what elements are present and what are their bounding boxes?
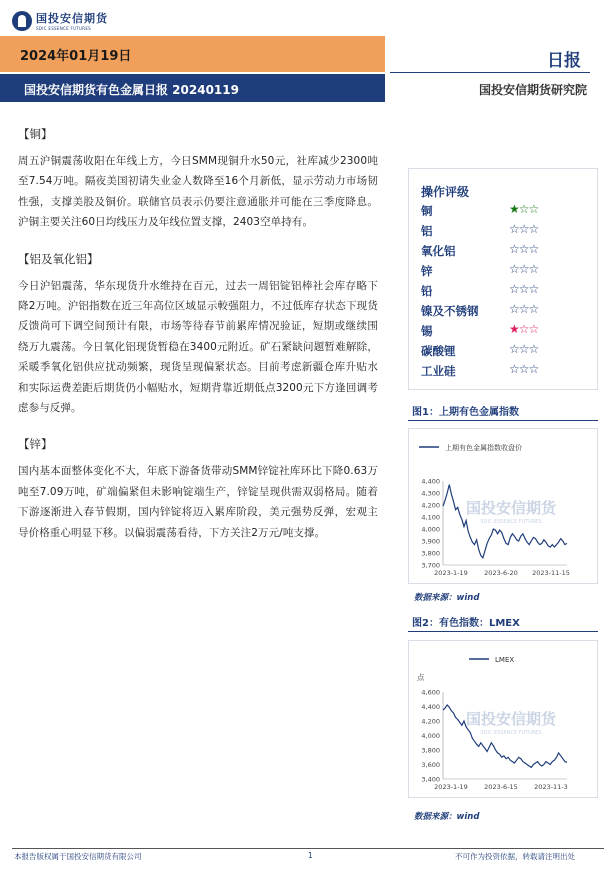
legend-label: 上期有色金属指数收盘价 bbox=[445, 444, 522, 452]
rating-row bbox=[421, 263, 591, 283]
y-tick-label: 4,000 bbox=[421, 525, 440, 534]
y-tick-label: 3,600 bbox=[421, 761, 440, 769]
rating-row bbox=[421, 243, 591, 263]
y-tick-label: 3,900 bbox=[421, 537, 440, 546]
main-content bbox=[18, 126, 378, 561]
header-divider bbox=[390, 72, 590, 73]
section-aluminium bbox=[18, 251, 378, 419]
metal-name: 氧化铝 bbox=[421, 244, 456, 258]
logo-text-cn: 国投安信期货 bbox=[36, 12, 108, 25]
y-tick-label: 4,000 bbox=[421, 732, 440, 740]
y-tick-label: 4,400 bbox=[421, 703, 440, 711]
rating-row bbox=[421, 343, 591, 363]
rating-row bbox=[421, 283, 591, 303]
watermark-text: 国投安信期货 bbox=[465, 499, 557, 517]
footer-divider bbox=[12, 848, 604, 849]
rating-panel bbox=[408, 168, 598, 390]
section-text: 今日沪铝震荡，华东现货升水维持在百元，过去一周铝锭铝棒社会库存略下降2万吨。沪铝指数在近三年高位区域显示較强阻力，不过低库存状态下现货反馈尚可下调空间预计有限，市场等待春节前累库情况验证，短期或继续围绕万九震荡。今日氧化铝现货暂稳在3400元附近。矿石紧缺问题暂难解除，采暖季氧化铝供应扰动频繁，现货呈现偏紧状态。目前考虑新疆仓库升贴水和实际运费差距后期货仍小幅贴水，短期背靠近期低点3200元下方逢回调考虑参与反弹。 bbox=[18, 279, 378, 415]
company-logo bbox=[12, 10, 108, 31]
y-tick-label: 3,800 bbox=[421, 549, 440, 558]
watermark-subtext: SDIC ESSENCE FUTURES bbox=[480, 519, 542, 525]
report-type: 日报 bbox=[547, 51, 581, 71]
rating-row bbox=[421, 303, 591, 323]
y-unit-label: 点 bbox=[417, 673, 425, 682]
figure-2-chart bbox=[408, 640, 598, 798]
star-rating: ☆☆☆ bbox=[509, 282, 539, 296]
legend-label: LMEX bbox=[495, 656, 515, 664]
x-tick-label: 2023-6-20 bbox=[484, 569, 518, 577]
y-tick-label: 4,200 bbox=[421, 717, 440, 726]
figure-2-rule bbox=[408, 631, 598, 632]
metal-name: 锡 bbox=[421, 324, 433, 338]
star-rating: ★☆☆ bbox=[509, 202, 539, 216]
logo-text-en: SDIC ESSENCE FUTURES bbox=[36, 26, 92, 31]
x-tick-label: 2023-6-15 bbox=[484, 783, 518, 791]
metal-name: 铅 bbox=[421, 284, 433, 298]
star-rating: ☆☆☆ bbox=[509, 242, 539, 256]
y-tick-label: 4,600 bbox=[421, 688, 440, 697]
report-date: 2024年01月19日 bbox=[20, 49, 132, 64]
figure-2-label: 图2：有色指数：LMEX bbox=[412, 618, 520, 629]
report-title: 国投安信期货有色金属日报 20240119 bbox=[24, 83, 239, 97]
institute-name: 国投安信期货研究院 bbox=[478, 83, 587, 97]
x-tick-label: 2023-1-19 bbox=[434, 783, 468, 791]
metal-name: 镍及不锈钢 bbox=[421, 304, 479, 318]
metal-name: 碳酸锂 bbox=[421, 344, 456, 358]
chart-1-svg bbox=[409, 429, 597, 583]
section-zinc bbox=[18, 436, 378, 543]
x-tick-label: 2023-11-15 bbox=[532, 569, 570, 577]
metal-name: 锌 bbox=[421, 264, 433, 278]
star-rating: ★☆☆ bbox=[509, 322, 539, 336]
y-tick-label: 3,400 bbox=[421, 775, 440, 784]
star-rating: ☆☆☆ bbox=[509, 262, 539, 276]
section-copper bbox=[18, 126, 378, 233]
y-tick-label: 3,800 bbox=[421, 746, 440, 755]
section-heading: 【锌】 bbox=[18, 437, 53, 452]
metal-name: 工业硅 bbox=[421, 364, 456, 378]
x-tick-label: 2023-11-3 bbox=[534, 783, 568, 791]
metal-name: 铜 bbox=[421, 204, 433, 218]
watermark-text: 国投安信期货 bbox=[465, 710, 557, 728]
rating-row bbox=[421, 203, 591, 223]
y-tick-label: 4,200 bbox=[421, 501, 440, 510]
figure-1-chart bbox=[408, 428, 598, 584]
y-tick-label: 4,300 bbox=[421, 489, 440, 498]
figure-1-label: 图1：上期有色金属指数 bbox=[412, 407, 519, 418]
footer-disclaimer: 不可作为投资依据，转载请注明出处 bbox=[455, 852, 575, 861]
section-text: 周五沪铜震荡收阳在年线上方，今日SMM现铜升水50元，社库减少2300吨至7.54万吨。隔夜美国初请失业金人数降至16个月新低，显示劳动力市场韧性强，支撑美股及铜价。联储官员表示仍要注意通胀并可能在三季度降息。沪铜主要关注60日均线压力及年线位置支撑，2403空单持有。 bbox=[18, 155, 378, 229]
watermark-subtext: SDIC ESSENCE FUTURES bbox=[480, 730, 542, 736]
y-tick-label: 4,100 bbox=[421, 513, 440, 522]
section-heading: 【铜】 bbox=[18, 127, 53, 141]
figure-1-rule bbox=[408, 420, 598, 421]
x-tick-label: 2023-1-19 bbox=[434, 569, 468, 577]
footer-copyright: 本报告版权属于国投安信期货有限公司 bbox=[14, 852, 142, 861]
y-tick-label: 4,400 bbox=[421, 477, 440, 486]
rating-title: 操作评级 bbox=[421, 185, 470, 199]
rating-row bbox=[421, 363, 591, 383]
metal-name: 铝 bbox=[421, 224, 433, 238]
section-text: 国内基本面整体变化不大，年底下游备货带动SMM锌锭社库环比下降0.63万吨至7.09万吨，矿端偏紧但未影响锭端生产，锌锭呈现供需双弱格局。随着下游逐渐进入春节假期，国内锌锭将迈入累库阶段，美元强势反弹，宏观主导价格重心明显下移。以偏弱震荡看待，下方关注2万元/吨支撑。 bbox=[18, 465, 378, 539]
chart-2-svg bbox=[409, 641, 597, 797]
rating-row bbox=[421, 323, 591, 343]
figure-1-source: 数据来源：wind bbox=[414, 593, 480, 603]
rating-row bbox=[421, 223, 591, 243]
section-heading: 【铝及氧化铝】 bbox=[18, 251, 99, 266]
y-tick-label: 3,700 bbox=[421, 561, 440, 570]
logo-icon bbox=[12, 11, 32, 31]
star-rating: ☆☆☆ bbox=[509, 342, 539, 356]
star-rating: ☆☆☆ bbox=[509, 222, 539, 236]
star-rating: ☆☆☆ bbox=[509, 362, 539, 376]
page-number: 1 bbox=[308, 851, 313, 860]
figure-2-source: 数据来源：wind bbox=[414, 812, 480, 822]
star-rating: ☆☆☆ bbox=[509, 302, 539, 316]
